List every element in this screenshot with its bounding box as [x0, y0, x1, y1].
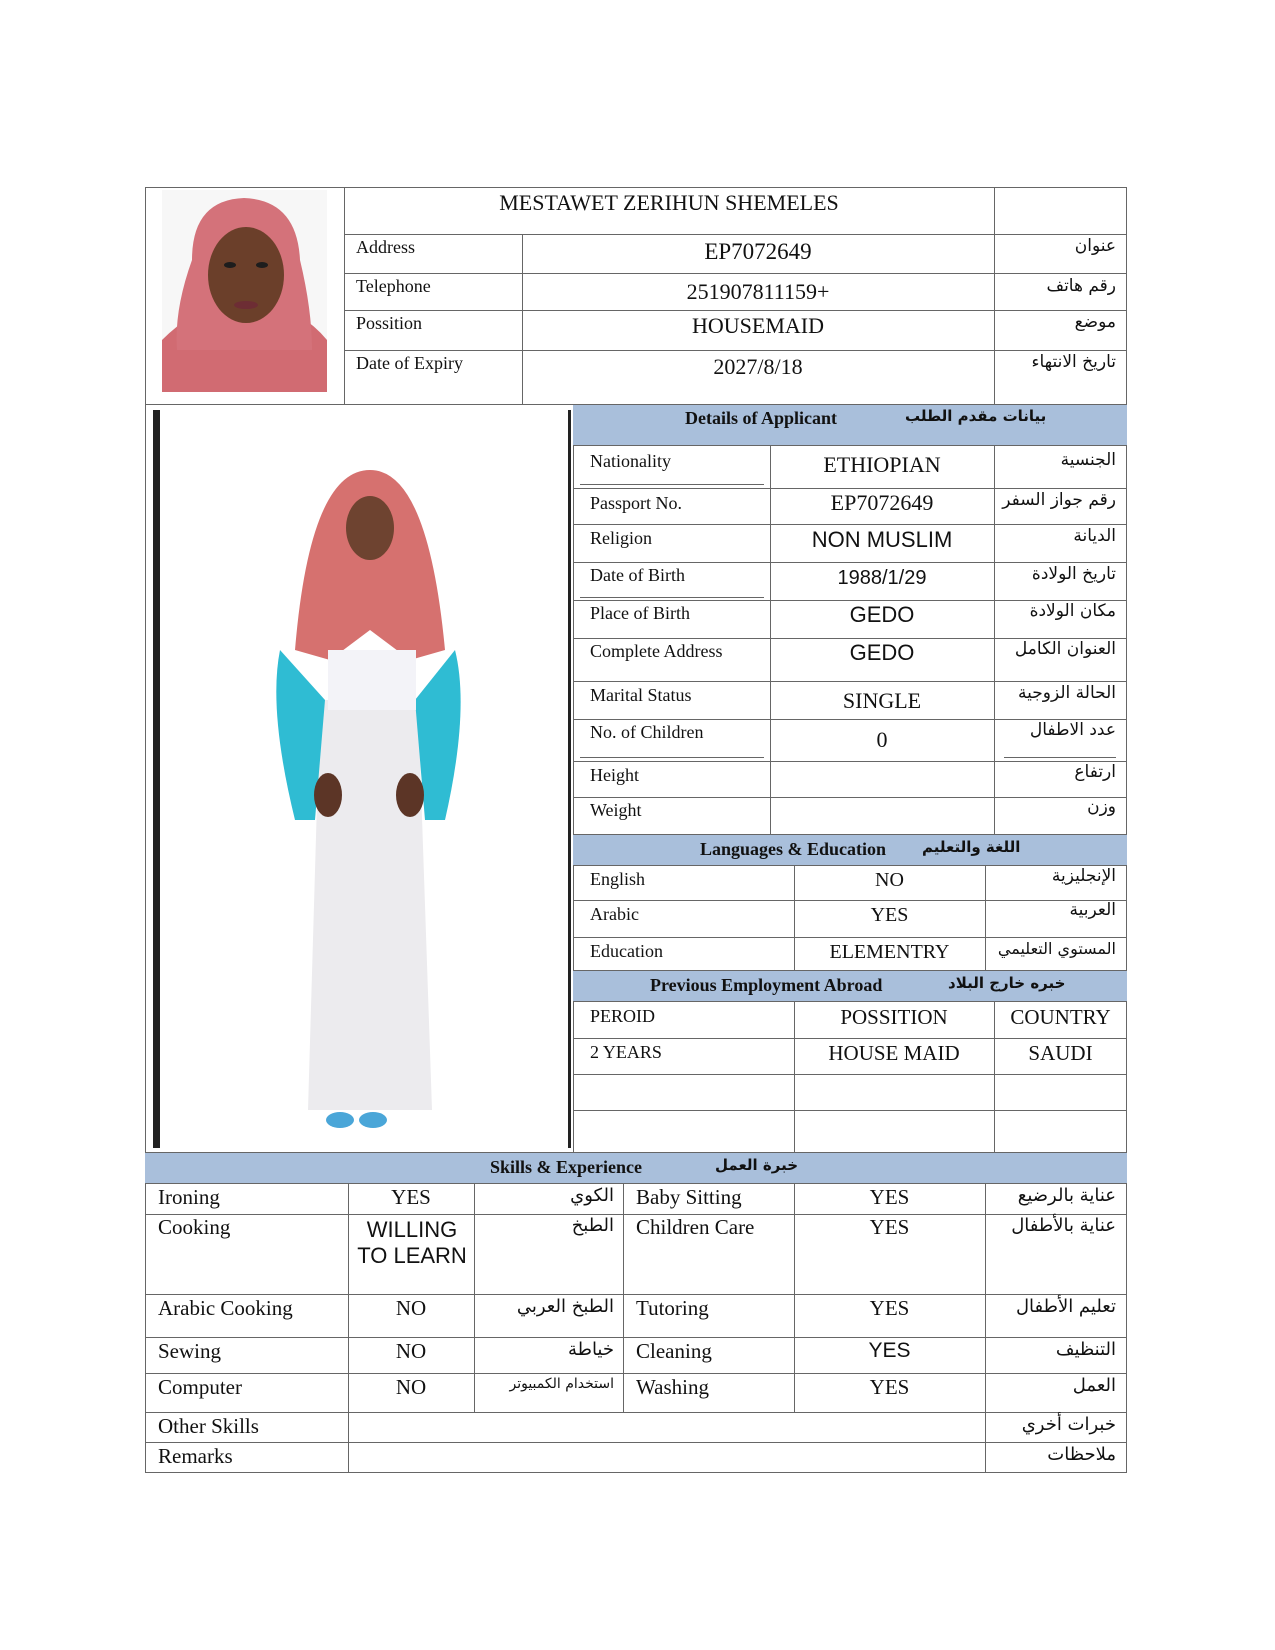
skill-ironing-value: YES	[391, 1185, 431, 1209]
skill-ironing-label-ar: الكوي	[570, 1185, 614, 1206]
arabic-label: Arabic	[590, 904, 639, 924]
expiry-value: 2027/8/18	[713, 354, 803, 379]
employment-col-position: POSSITION	[840, 1005, 948, 1029]
height-label: Height	[590, 765, 639, 785]
skill-arabic-cooking-value: NO	[395, 1296, 427, 1320]
children-label: No. of Children	[590, 722, 704, 742]
employment-col-period: PEROID	[590, 1006, 656, 1026]
telephone-label: Telephone	[356, 276, 431, 296]
employment-row-country: SAUDI	[1028, 1041, 1093, 1065]
skill-tutoring-label-ar: تعليم الأطفال	[1015, 1296, 1116, 1317]
skill-ironing-label: Ironing	[158, 1185, 220, 1209]
pob-label: Place of Birth	[590, 603, 690, 623]
education-label-ar: المستوي التعليمي	[997, 939, 1116, 958]
employment-heading: Previous Employment Abroad	[650, 975, 883, 995]
dob-label: Date of Birth	[590, 565, 685, 585]
nationality-value: ETHIOPIAN	[823, 452, 941, 477]
skill-sewing-value: NO	[395, 1339, 427, 1363]
skill-tutoring-value: YES	[869, 1296, 910, 1320]
skill-tutoring-label: Tutoring	[636, 1296, 709, 1320]
passport-label: Passport No.	[590, 493, 683, 513]
complete-address-value: GEDO	[849, 640, 915, 665]
dob-label-ar: تاريخ الولادة	[1031, 564, 1116, 584]
passport-label-ar: رقم جواز السفر	[1002, 490, 1116, 510]
telephone-label-ar: رقم هاتف	[1046, 276, 1116, 296]
skill-cleaning-label: Cleaning	[636, 1339, 712, 1363]
skill-washing-label: Washing	[636, 1375, 709, 1399]
remarks-label-ar: ملاحظات	[1047, 1444, 1116, 1465]
employment-col-country: COUNTRY	[1010, 1005, 1111, 1029]
skill-computer-value: NO	[395, 1375, 427, 1399]
expiry-label: Date of Expiry	[356, 353, 463, 373]
skill-baby-sitting-label: Baby Sitting	[636, 1185, 742, 1209]
skills-heading-ar: خبرة العمل	[715, 1156, 799, 1174]
arabic-value: YES	[870, 904, 909, 926]
english-label: English	[590, 869, 646, 889]
religion-value: NON MUSLIM	[811, 527, 953, 552]
skill-cooking-label: Cooking	[158, 1215, 231, 1239]
marital-status-label-ar: الحالة الزوجية	[1018, 683, 1116, 703]
skill-washing-value: YES	[869, 1375, 910, 1399]
children-value: 0	[876, 727, 888, 752]
skill-children-care-label-ar: عناية بالأطفال	[1011, 1215, 1116, 1236]
expiry-label-ar: تاريخ الانتهاء	[1031, 352, 1116, 372]
religion-label: Religion	[590, 528, 652, 548]
applicant-name: MESTAWET ZERIHUN SHEMELES	[499, 190, 839, 215]
position-label: Possition	[356, 313, 423, 333]
languages-heading: Languages & Education	[700, 839, 887, 859]
skill-children-care-value: YES	[869, 1215, 910, 1239]
skill-children-care-label: Children Care	[636, 1215, 755, 1239]
skill-cooking-value: WILLING TO LEARN	[357, 1217, 467, 1268]
remarks-label: Remarks	[158, 1444, 233, 1468]
skill-cleaning-label-ar: التنظيف	[1055, 1339, 1116, 1360]
position-value: HOUSEMAID	[692, 313, 824, 338]
skill-computer-label-ar: استخدام الكمبيوتر	[509, 1376, 614, 1392]
nationality-label: Nationality	[590, 451, 671, 471]
employment-row-period: 2 YEARS	[590, 1042, 662, 1062]
pob-value: GEDO	[849, 602, 915, 627]
weight-label-ar: وزن	[1087, 797, 1116, 817]
dob-value: 1988/1/29	[837, 567, 927, 589]
address-label: Address	[356, 237, 415, 257]
education-value: ELEMENTRY	[829, 941, 950, 963]
details-heading-ar: بيانات مقدم الطلب	[905, 407, 1047, 425]
address-label-ar: عنوان	[1074, 236, 1116, 256]
marital-status-value: SINGLE	[842, 688, 922, 713]
complete-address-label-ar: العنوان الكامل	[1014, 639, 1116, 659]
languages-heading-ar: اللغة والتعليم	[922, 838, 1021, 856]
skill-computer-label: Computer	[158, 1375, 242, 1399]
position-label-ar: موضع	[1074, 312, 1116, 332]
skill-cooking-label-ar: الطبخ	[571, 1215, 614, 1236]
marital-status-label: Marital Status	[590, 685, 692, 705]
telephone-value: 251907811159+	[686, 279, 830, 304]
english-label-ar: الإنجليزية	[1051, 866, 1116, 886]
headshot-photo	[162, 190, 327, 392]
other-skills-label: Other Skills	[158, 1414, 259, 1438]
full-body-photo	[153, 410, 571, 1148]
other-skills-label-ar: خبرات أخري	[1021, 1414, 1116, 1435]
skill-sewing-label: Sewing	[158, 1339, 221, 1363]
children-label-ar: عدد الاطفال	[1029, 720, 1116, 740]
employment-row-position: HOUSE MAID	[828, 1041, 960, 1065]
address-value: EP7072649	[704, 239, 812, 264]
complete-address-label: Complete Address	[590, 641, 723, 661]
skill-arabic-cooking-label: Arabic Cooking	[158, 1296, 293, 1320]
skill-cleaning-value: YES	[868, 1339, 911, 1362]
employment-heading-ar: خبره خارج البلاد	[948, 974, 1066, 992]
pob-label-ar: مكان الولادة	[1029, 601, 1116, 621]
religion-label-ar: الديانة	[1073, 526, 1116, 546]
skill-baby-sitting-label-ar: عناية بالرضيع	[1017, 1185, 1116, 1206]
english-value: NO	[875, 869, 904, 891]
passport-value: EP7072649	[830, 490, 934, 515]
weight-label: Weight	[590, 800, 642, 820]
education-label: Education	[590, 941, 663, 961]
height-label-ar: ارتفاع	[1074, 762, 1116, 782]
skill-sewing-label-ar: خياطة	[567, 1339, 614, 1360]
details-heading: Details of Applicant	[685, 408, 838, 428]
arabic-label-ar: العربية	[1069, 900, 1116, 920]
skill-baby-sitting-value: YES	[869, 1185, 910, 1209]
skill-arabic-cooking-label-ar: الطبخ العربي	[516, 1296, 614, 1317]
skill-washing-label-ar: العمل	[1072, 1375, 1116, 1396]
nationality-label-ar: الجنسية	[1060, 450, 1116, 470]
skills-heading: Skills & Experience	[490, 1157, 642, 1177]
